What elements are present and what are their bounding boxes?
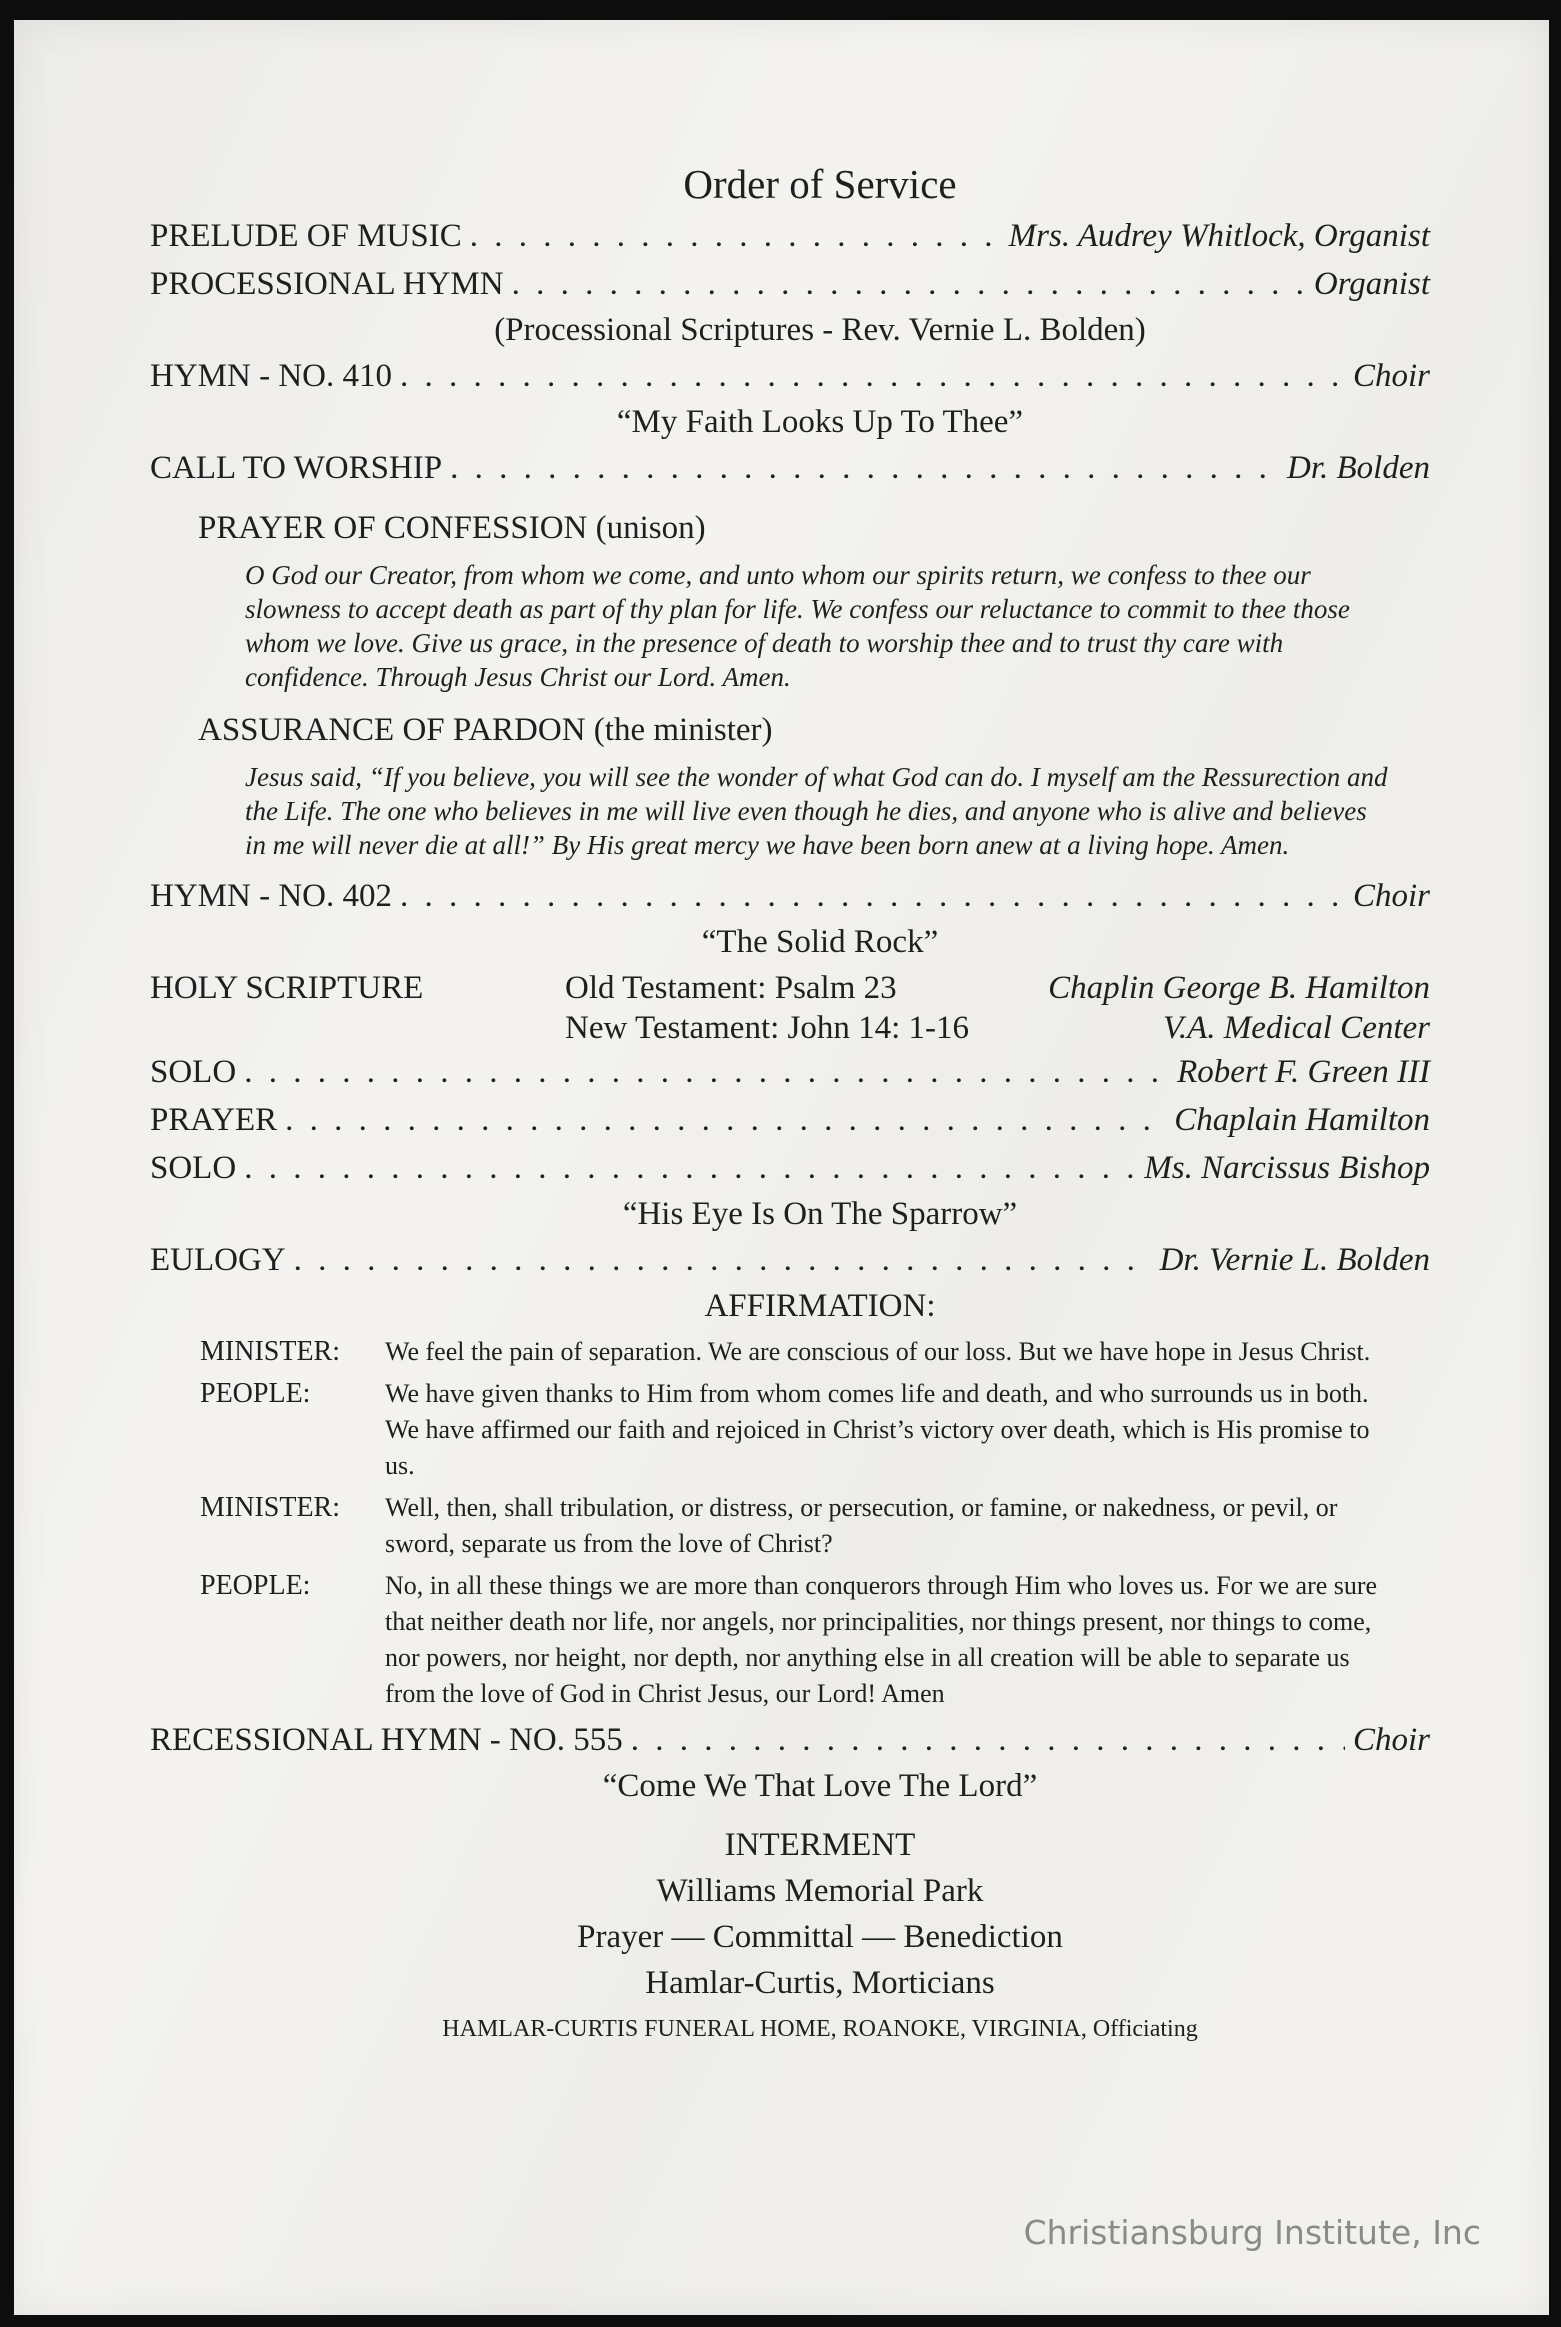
watermark: Christiansburg Institute, Inc	[1023, 2213, 1481, 2252]
hymn-402-performer: Choir	[1352, 878, 1430, 914]
call-to-worship-row	[150, 444, 1430, 492]
new-testament-reading: New Testament: John 14: 1-16	[565, 1010, 970, 1046]
prelude-performer: Mrs. Audrey Whitlock, Organist	[1008, 218, 1430, 254]
prayer-label: PRAYER	[150, 1102, 278, 1138]
scripture-readings	[565, 968, 1025, 1048]
prelude-label: PRELUDE OF MUSIC	[150, 218, 462, 254]
hymn-410-label: HYMN - NO. 410	[150, 358, 392, 394]
scripture-label: HOLY SCRIPTURE	[150, 970, 424, 1006]
hymn-402-label: HYMN - NO. 402	[150, 878, 392, 914]
reader-organization: V.A. Medical Center	[1163, 1010, 1430, 1046]
dot-leader	[470, 212, 1001, 260]
eulogy-label: EULOGY	[150, 1242, 286, 1278]
call-to-worship-leader: Dr. Bolden	[1287, 450, 1430, 486]
call-to-worship-label: CALL TO WORSHIP	[150, 450, 443, 486]
prayer-leader: Chaplain Hamilton	[1174, 1102, 1430, 1138]
prelude-row	[150, 212, 1430, 260]
hymn-402-row	[150, 872, 1430, 920]
dot-leader	[450, 444, 1279, 492]
affirmation-text: Well, then, shall tribulation, or distress, or persecution, or famine, or nakedness, or pevil, or sword, separate us from the love of Christ?	[385, 1493, 1338, 1558]
affirmation-line	[200, 1490, 1390, 1562]
committal-rites: Prayer — Committal — Benediction	[577, 1919, 1063, 1955]
affirmation-text: We have given thanks to Him from whom comes life and death, and who surrounds us in both. We have affirmed our faith and rejoiced in Christ’s victory over death, which is His promise to us.	[385, 1379, 1370, 1480]
confession-text: O God our Creator, from whom we come, and unto whom our spirits return, we confess to thee our slowness to accept death as part of thy plan for life. We confess our reluctance to commit to thee those whom we love. Give us grace, in the presence of death to worship thee and to trust thy care with confidence. Through Jesus Christ our Lord. Amen.	[245, 560, 1350, 692]
recessional-label: RECESSIONAL HYMN - NO. 555	[150, 1722, 623, 1758]
eulogy-row	[150, 1236, 1430, 1284]
hymn-410-title: “My Faith Looks Up To Thee”	[616, 404, 1024, 440]
affirmation-text: We feel the pain of separation. We are conscious of our loss. But we have hope in Jesus Christ.	[385, 1337, 1371, 1366]
affirmation-line	[200, 1334, 1390, 1370]
closing-block	[210, 1822, 1430, 2052]
dot-leader	[244, 1144, 1136, 1192]
prayer-row	[150, 1096, 1430, 1144]
recessional-row	[150, 1716, 1430, 1764]
pardon-heading: ASSURANCE OF PARDON (the minister)	[198, 712, 773, 748]
affirmation-speaker: PEOPLE:	[200, 1378, 311, 1409]
dot-leader	[512, 260, 1306, 308]
dot-leader	[631, 1716, 1345, 1764]
dot-leader	[285, 1096, 1166, 1144]
funeral-home: HAMLAR-CURTIS FUNERAL HOME, ROANOKE, VIRGINIA, Officiating	[442, 2016, 1198, 2042]
solo-2-title: “His Eye Is On The Sparrow”	[622, 1196, 1018, 1232]
dot-leader	[400, 352, 1345, 400]
hymn-402-title: “The Solid Rock”	[701, 924, 939, 960]
reader-name: Chaplin George B. Hamilton	[1048, 970, 1430, 1006]
morticians: Hamlar-Curtis, Morticians	[645, 1965, 995, 2001]
old-testament-reading: Old Testament: Psalm 23	[565, 970, 897, 1006]
affirmation-text: No, in all these things we are more than conquerors through Him who loves us. For we are sure that neither death nor life, nor angels, nor principalities, nor things present, nor things to come, nor powers, nor height, nor depth, nor anything else in all creation will be able to separate us from the love of God in Christ Jesus, our Lord! Amen	[385, 1571, 1378, 1708]
dot-leader	[400, 872, 1345, 920]
page-title: Order of Service	[683, 161, 957, 207]
solo-1-row	[150, 1048, 1430, 1096]
affirmation-speaker: MINISTER:	[200, 1336, 340, 1367]
interment-heading: INTERMENT	[724, 1827, 916, 1863]
affirmation-heading: AFFIRMATION:	[704, 1288, 936, 1324]
processional-performer: Organist	[1313, 266, 1430, 302]
cemetery-name: Williams Memorial Park	[656, 1873, 984, 1909]
scripture-reader	[1025, 968, 1430, 1048]
processional-note: (Processional Scriptures - Rev. Vernie L. Bolden)	[494, 312, 1146, 348]
affirmation-line	[200, 1568, 1390, 1712]
solo-2-row	[150, 1144, 1430, 1192]
dot-leader	[244, 1048, 1169, 1096]
processional-row	[150, 260, 1430, 308]
hymn-410-row	[150, 352, 1430, 400]
recessional-performer: Choir	[1352, 1722, 1430, 1758]
dot-leader	[294, 1236, 1152, 1284]
solo-1-label: SOLO	[150, 1054, 237, 1090]
pardon-text: Jesus said, “If you believe, you will see the wonder of what God can do. I myself am the Ressurection and the Life. The one who believes in me will live even though he dies, and anyone who is alive and believes in me will never die at all!” By His great mercy we have been born anew at a living hope. Amen.	[245, 762, 1388, 860]
order-of-service	[150, 160, 1430, 2052]
confession-heading: PRAYER OF CONFESSION (unison)	[198, 510, 706, 546]
affirmation-speaker: MINISTER:	[200, 1492, 340, 1523]
recessional-title: “Come We That Love The Lord”	[602, 1768, 1038, 1804]
solo-2-label: SOLO	[150, 1150, 237, 1186]
affirmation-speaker: PEOPLE:	[200, 1570, 311, 1601]
solo-1-performer: Robert F. Green III	[1177, 1054, 1430, 1090]
hymn-410-performer: Choir	[1352, 358, 1430, 394]
processional-label: PROCESSIONAL HYMN	[150, 266, 504, 302]
eulogy-speaker: Dr. Vernie L. Bolden	[1159, 1242, 1430, 1278]
affirmation-line	[200, 1376, 1390, 1484]
solo-2-performer: Ms. Narcissus Bishop	[1144, 1150, 1430, 1186]
scripture-row	[150, 968, 1430, 1048]
